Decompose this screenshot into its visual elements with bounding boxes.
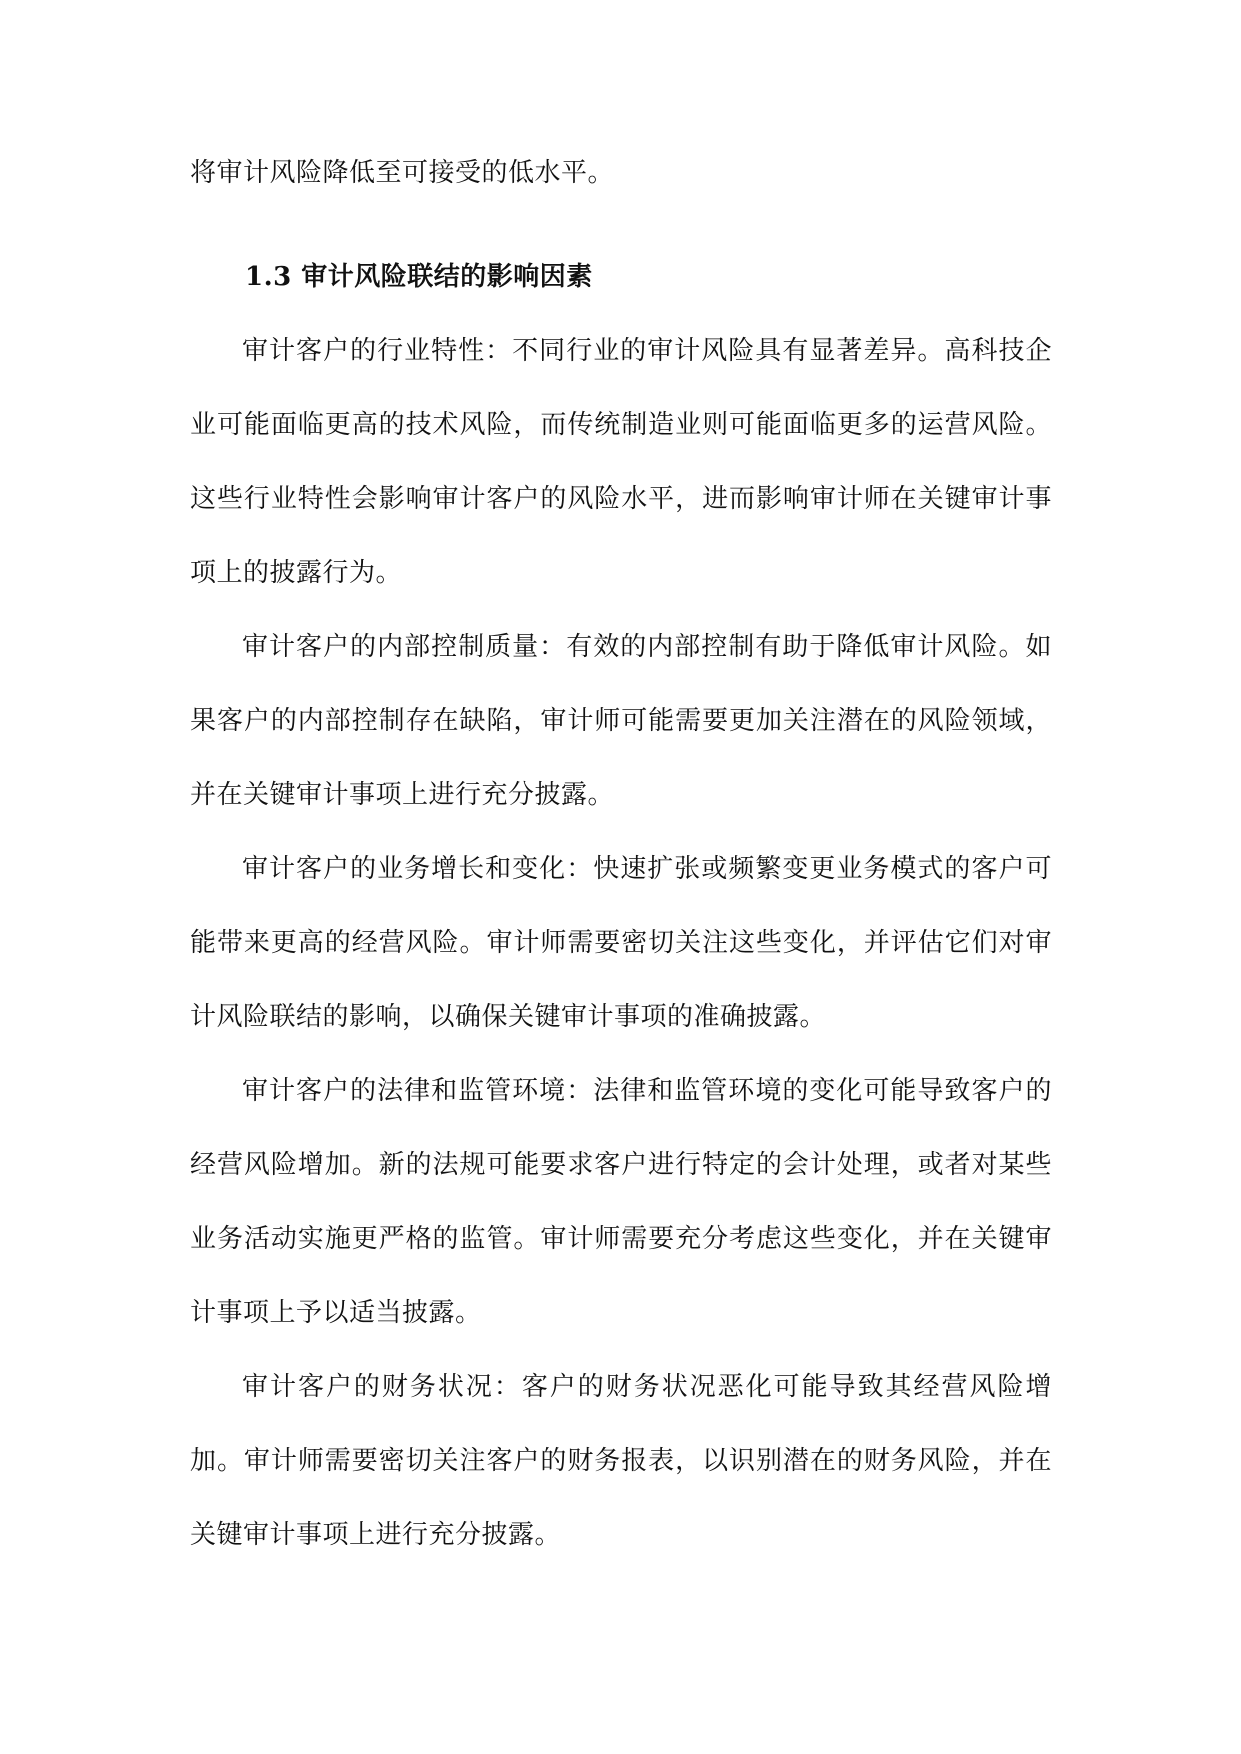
paragraph-internal-control: 审计客户的内部控制质量：有效的内部控制有助于降低审计风险。如果客户的内部控制存在缺陷，审计师可能需要更加关注潜在的风险领域，并在关键审计事项上进行充分披露。 xyxy=(190,632,1052,810)
paragraph-legal-regulatory: 审计客户的法律和监管环境：法律和监管环境的变化可能导致客户的经营风险增加。新的法规可能要求客户进行特定的会计处理，或者对某些业务活动实施更严格的监管。审计师需要充分考虑这些变化，并在关键审计事项上予以适当披露。 xyxy=(190,1076,1052,1328)
section-heading: 1.3 审计风险联结的影响因素 xyxy=(245,262,593,292)
paragraph-financial-condition: 审计客户的财务状况：客户的财务状况恶化可能导致其经营风险增加。审计师需要密切关注客户的财务报表，以识别潜在的财务风险，并在关键审计事项上进行充分披露。 xyxy=(190,1372,1052,1550)
paragraph-industry: 审计客户的行业特性：不同行业的审计风险具有显著差异。高科技企业可能面临更高的技术风险，而传统制造业则可能面临更多的运营风险。这些行业特性会影响审计客户的风险水平，进而影响审计师在关键审计事项上的披露行为。 xyxy=(190,336,1052,588)
paragraph-business-growth: 审计客户的业务增长和变化：快速扩张或频繁变更业务模式的客户可能带来更高的经营风险。审计师需要密切关注这些变化，并评估它们对审计风险联结的影响，以确保关键审计事项的准确披露。 xyxy=(190,854,1052,1032)
intro-text: 将审计风险降低至可接受的低水平。 xyxy=(190,158,615,188)
